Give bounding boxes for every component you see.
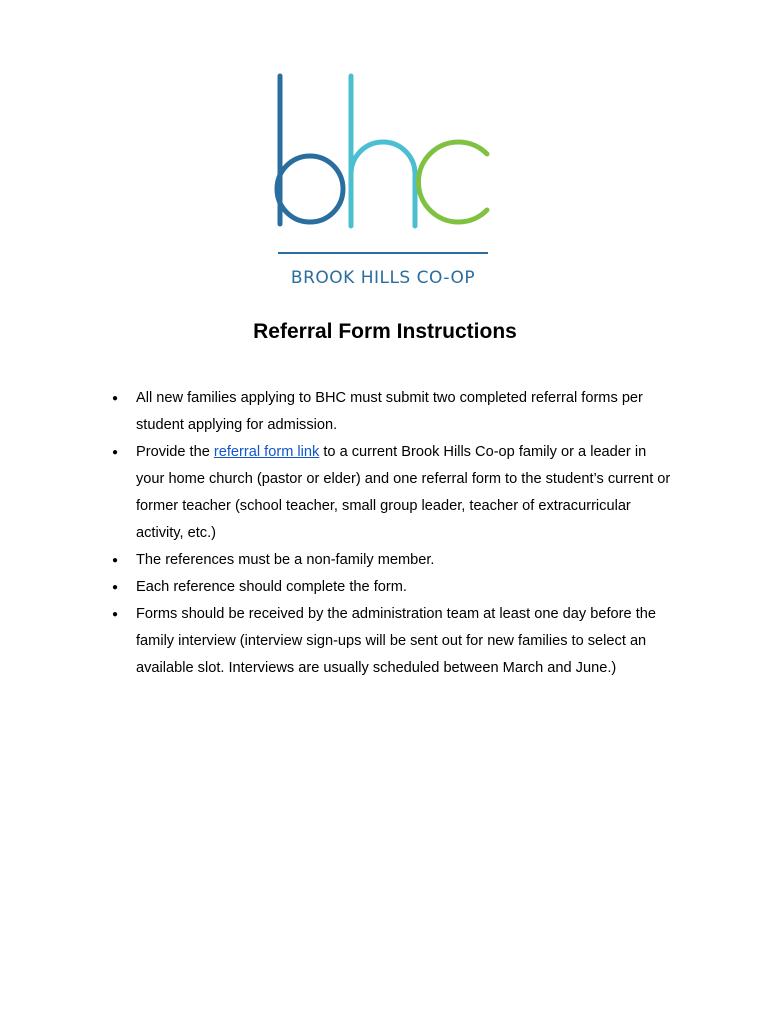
instruction-text-before: Provide the	[136, 444, 214, 460]
logo-c-arc	[418, 142, 487, 222]
logo-b-bowl	[277, 156, 343, 222]
bullet-icon: ●	[112, 555, 119, 566]
referral-form-link[interactable]: referral form link	[213, 444, 320, 460]
instruction-text: The references must be a non-family member.	[136, 552, 435, 568]
bullet-icon: ●	[112, 447, 119, 458]
instruction-item	[108, 547, 676, 574]
instruction-text-after: to a current Brook Hills Co-op family or a leader in your home church (pastor or elder) and one referral form to the student’s current or former teacher (school teacher, small group leader, teacher of extracurricular activity, etc.)	[136, 444, 671, 541]
instruction-item	[108, 601, 676, 682]
bullet-icon: ●	[112, 609, 119, 620]
bullet-icon: ●	[112, 582, 119, 593]
page-title: Referral Form Instructions	[253, 320, 517, 343]
instruction-item	[108, 439, 676, 547]
logo-text: BROOK HILLS CO-OP	[290, 268, 476, 288]
instruction-item	[108, 574, 676, 601]
bullet-icon: ●	[112, 393, 119, 404]
brook-hills-logo	[272, 72, 494, 290]
instruction-text: All new families applying to BHC must submit two completed referral forms per student applying for admission.	[136, 390, 643, 433]
instruction-text: Each reference should complete the form.	[136, 579, 407, 595]
bhc-logo-mark-icon	[272, 72, 494, 262]
instruction-item	[108, 385, 676, 439]
instruction-text: Forms should be received by the administration team at least one day before the family interview (interview sign-ups will be sent out for new families to select an available slot. Interviews are usually scheduled between March and June.)	[136, 606, 656, 676]
instructions-list	[108, 385, 676, 682]
logo-h-arch	[351, 142, 415, 226]
